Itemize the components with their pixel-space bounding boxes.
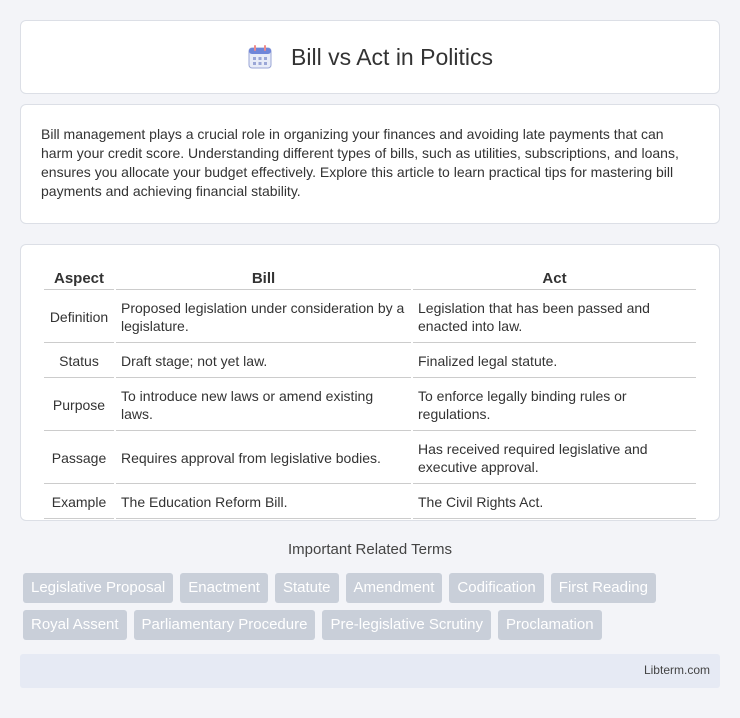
row-act: The Civil Rights Act. [413,486,696,519]
table-row [44,292,696,343]
intro-card [20,104,720,224]
table-row [44,433,696,484]
table-row [44,380,696,431]
row-aspect: Purpose [44,380,114,431]
tag-parliamentary-procedure[interactable]: Parliamentary Procedure [134,610,316,640]
row-bill: Proposed legislation under consideration by a legislature. [116,292,411,343]
intro-text: Bill management plays a crucial role in organizing your finances and avoiding late payments that can harm your credit score. Understanding different types of bills, such as utilities, subscriptions, and loans, ensures you allocate your budget effectively. Explore this article to learn practical tips for mastering bill payments and achieving financial stability. [41,126,679,199]
row-aspect: Example [44,486,114,519]
row-act: Finalized legal statute. [413,345,696,378]
row-aspect: Definition [44,292,114,343]
tag-pre-legislative-scrutiny[interactable]: Pre-legislative Scrutiny [322,610,491,640]
table-row [44,486,696,519]
table-header-row [44,267,696,290]
comparison-table [42,265,698,521]
tag-first-reading[interactable]: First Reading [551,573,656,603]
row-bill: To introduce new laws or amend existing laws. [116,380,411,431]
row-bill: Draft stage; not yet law. [116,345,411,378]
row-aspect: Passage [44,433,114,484]
row-act: Has received required legislative and executive approval. [413,433,696,484]
footer [20,654,720,688]
header-bill: Bill [116,267,411,290]
row-bill: The Education Reform Bill. [116,486,411,519]
title-card [20,20,720,94]
header-aspect: Aspect [44,267,114,290]
tag-enactment[interactable]: Enactment [180,573,268,603]
related-terms-list [23,573,723,647]
tag-royal-assent[interactable]: Royal Assent [23,610,127,640]
row-aspect: Status [44,345,114,378]
comparison-card [20,244,720,521]
tag-codification[interactable]: Codification [449,573,543,603]
related-terms-title: Important Related Terms [288,541,452,558]
page-title: Bill vs Act in Politics [291,43,493,70]
row-act: Legislation that has been passed and enacted into law. [413,292,696,343]
tag-legislative-proposal[interactable]: Legislative Proposal [23,573,173,603]
footer-site-link[interactable]: Libterm.com [643,663,710,677]
row-act: To enforce legally binding rules or regulations. [413,380,696,431]
row-bill: Requires approval from legislative bodies. [116,433,411,484]
table-row [44,345,696,378]
calendar-icon [247,44,273,70]
header-act: Act [413,267,696,290]
tag-amendment[interactable]: Amendment [346,573,443,603]
tag-statute[interactable]: Statute [275,573,339,603]
tag-proclamation[interactable]: Proclamation [498,610,602,640]
